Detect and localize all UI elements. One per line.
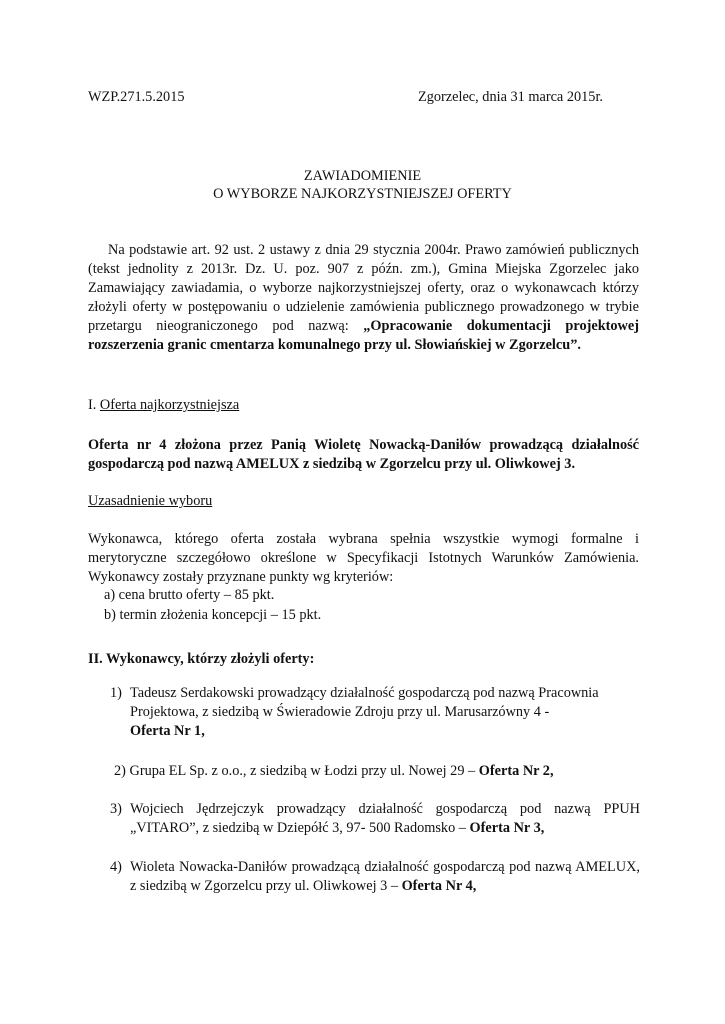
winning-offer: Oferta nr 4 złożona przez Panią Wioletę Nowacką-Daniłów prowadzącą działalność gospodarczą pod nazwą AMELUX z siedzibą w Zgorzelcu przy ul. Oliwkowej 3. — [88, 437, 639, 472]
bidder-2-number: 2) — [114, 763, 126, 779]
bidder-3-offer: Oferta Nr 3, — [469, 820, 545, 836]
intro-text: Na podstawie art. 92 ust. 2 ustawy z dnia 29 stycznia 2004r. Prawo zamówień publicznych (tekst jednolity z 2013r. Dz. U. poz. 907 z późn. zm.), Gmina Miejska Zgorzelec jako Zamawiający zawiadamia, o wyborze najkorzystniejszej oferty, oraz o wykonawcach którzy złożyli oferty w postępowaniu o udzielenie zamówienia publicznego prowadzonego w trybie przetargu nieograniczonego pod nazwą: — [88, 242, 639, 334]
section-1-heading — [88, 396, 239, 415]
bidder-1-number: 1) — [110, 685, 122, 701]
section-1-number: I. — [88, 397, 100, 413]
bidder-1-text: Tadeusz Serdakowski prowadzący działalność gospodarczą pod nazwą Pracownia Projektowa, z siedzibą w Świeradowie Zdroju przy ul. Marusarzówny 4 - — [130, 685, 599, 720]
document-title: ZAWIADOMIENIE — [303, 168, 422, 184]
section-2-heading: II. Wykonawcy, którzy złożyli oferty: — [88, 651, 315, 667]
justification-heading: Uzasadnienie wyboru — [88, 493, 213, 509]
bidder-item-4 — [110, 858, 640, 896]
bidder-3-number: 3) — [110, 801, 122, 817]
document-subtitle: O WYBORZE NAJKORZYSTNIEJSZEJ OFERTY — [213, 186, 512, 202]
bidder-item-3 — [110, 800, 640, 838]
bidder-4-text: Wioleta Nowacka-Daniłów prowadzącą działalność gospodarczą pod nazwą AMELUX, z siedzibą w Zgorzelcu przy ul. Oliwkowej 3 – — [130, 859, 640, 894]
criterion-price: a) cena brutto oferty – 85 pkt. — [104, 587, 275, 603]
bidder-4-offer: Oferta Nr 4, — [401, 878, 477, 894]
intro-paragraph — [88, 241, 639, 355]
bidder-2-text: Grupa EL Sp. z o.o., z siedzibą w Łodzi przy ul. Nowej 29 – — [129, 763, 479, 779]
criterion-deadline: b) termin złożenia koncepcji – 15 pkt. — [104, 607, 322, 623]
document-reference: WZP.271.5.2015 — [88, 89, 185, 105]
bidder-4-number: 4) — [110, 859, 122, 875]
bidder-item-1 — [110, 684, 640, 741]
justification-paragraph: Wykonawca, którego oferta została wybrana spełnia wszystkie wymogi formalne i merytoryczne szczegółowo określone w Specyfikacji Istotnych Warunków Zamówienia. Wykonawcy zostały przyznane punkty wg kryteriów: — [88, 531, 639, 585]
bidder-3-text: Wojciech Jędrzejczyk prowadzący działalność gospodarczą pod nazwą PPUH „VITARO”, z siedzibą w Dziepółć 3, 97- 500 Radomsko – — [130, 801, 640, 836]
place-and-date: Zgorzelec, dnia 31 marca 2015r. — [418, 89, 603, 105]
bidder-2-offer: Oferta Nr 2, — [478, 763, 554, 779]
bidder-1-offer: Oferta Nr 1, — [130, 723, 205, 739]
project-name: „Opracowanie dokumentacji projektowej rozszerzenia granic cmentarza komunalnego przy ul. Słowiańskiej w Zgorzelcu”. — [88, 318, 639, 353]
section-1-title: Oferta najkorzystniejsza — [99, 397, 240, 413]
bidder-item-2 — [114, 762, 554, 781]
